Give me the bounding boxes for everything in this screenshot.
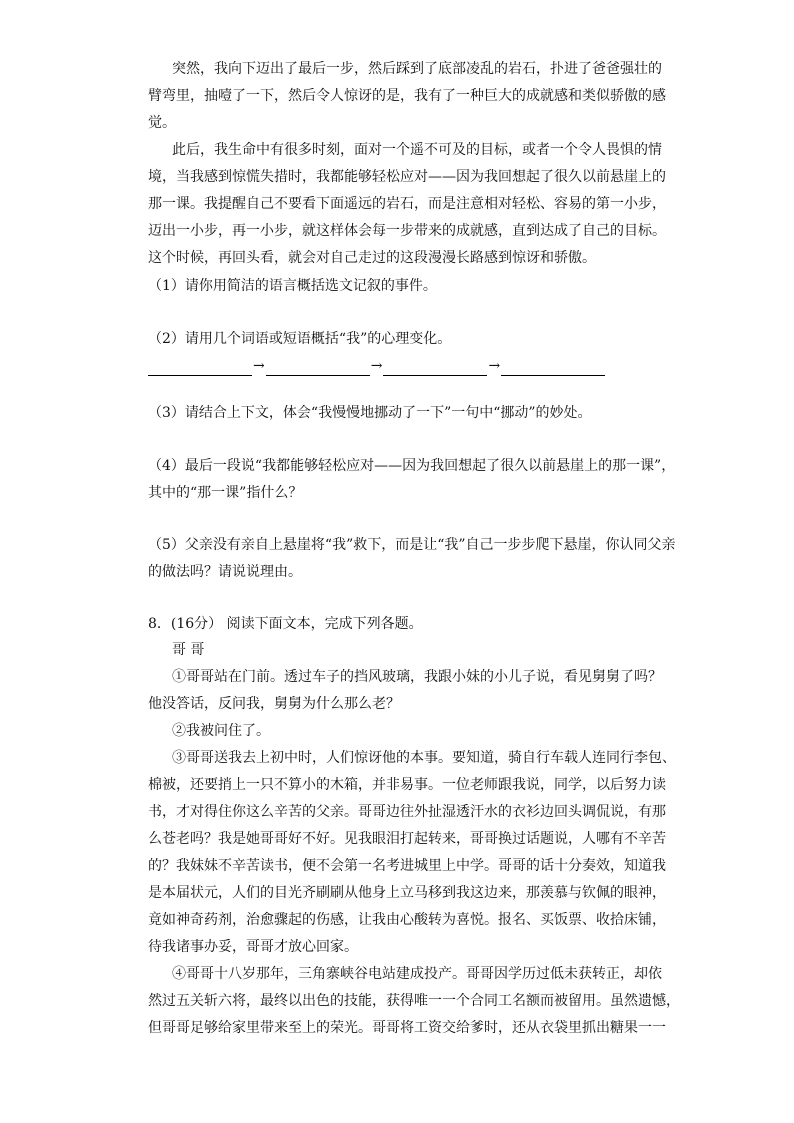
article-line: 书，才对得住你这么辛苦的父亲。哥哥边往外扯湿透汗水的衣衫边回头调侃说，有那 (148, 804, 666, 820)
article-line: 但哥哥足够给家里带来至上的荣光。哥哥将工资交给爹时，还从衣袋里抓出糖果一一 (148, 1020, 666, 1036)
article-line: ②我被问住了。 (172, 723, 270, 739)
answer-blank[interactable] (148, 361, 252, 376)
article-line: 棉被，还要捎上一只不算小的木箱，并非易事。一位老师跟我说，同学，以后努力读 (148, 777, 666, 793)
passage-line: 臂弯里，抽噎了一下，然后令人惊讶的是，我有了一种巨大的成就感和类似骄傲的感 (148, 88, 666, 104)
question-2: （2）请用几个词语或短语概括“我”的心理变化。 (148, 331, 452, 347)
arrow-icon: → (370, 358, 383, 374)
article-line: 的？我妹妹不辛苦读书，便不会第一名考进城里上中学。哥哥的话十分奏效，知道我 (148, 858, 666, 874)
article-line: ④哥哥十八岁那年，三角寨峡谷电站建成投产。哥哥因学历过低未获转正，却依 (172, 966, 662, 982)
question-4-line1: （4）最后一段说“我都能够轻松应对——因为我回想起了很久以前悬崖上的那一课”， (148, 458, 676, 474)
question-5-line2: 的做法吗？请说说理由。 (148, 564, 302, 580)
arrow-icon: → (253, 358, 265, 374)
passage-line: 此后，我生命中有很多时刻，面对一个遥不可及的目标，或者一个令人畏惧的情 (172, 142, 662, 158)
answer-blank[interactable] (383, 361, 487, 376)
passage-line: 突然，我向下迈出了最后一步，然后踩到了底部凌乱的岩石，扑进了爸爸强壮的 (172, 61, 662, 77)
passage-line: 这个时候，再回头看，就会对自己走过的这段漫漫长路感到惊讶和骄傲。 (148, 250, 596, 266)
article-line: 他没答话，反问我，舅舅为什么那么老？ (148, 696, 400, 712)
passage-line: 那一课。我提醒自己不要看下面遥远的岩石，而是注意相对轻松、容易的第一小步， (148, 196, 666, 212)
question-1: （1）请你用简洁的语言概括选文记叙的事件。 (148, 278, 437, 294)
passage-line: 迈出一小步，再一小步，就这样体会每一步带来的成就感，直到达成了自己的目标。 (148, 223, 666, 239)
section-8-heading: 8．(16分） 阅读下面文本，完成下列各题。 (148, 616, 423, 632)
arrow-icon: → (488, 358, 501, 374)
article-line: 待我诸事办妥，哥哥才放心回家。 (148, 939, 358, 955)
passage-line: 境，当我感到惊慌失措时，我都能够轻松应对——因为我回想起了很久以前悬崖上的 (148, 169, 666, 185)
article-title: 哥 哥 (172, 642, 205, 658)
article-line: 竟如神奇药剂，治愈骤起的伤感，让我由心酸转为喜悦。报名、买饭票、收拾床铺， (148, 912, 666, 928)
article-line: 么苍老吗？我是她哥哥好不好。见我眼泪打起转来，哥哥换过话题说，人哪有不辛苦 (148, 831, 666, 847)
answer-blanks-row (148, 356, 605, 376)
question-4-line2: 其中的“那一课”指什么？ (148, 485, 303, 501)
answer-blank[interactable] (266, 361, 370, 376)
article-line: ③哥哥送我去上初中时，人们惊讶他的本事。要知道，骑自行车载人连同行李包、 (172, 750, 676, 766)
answer-blank[interactable] (501, 361, 605, 376)
article-line: 是本届状元，人们的目光齐刷刷从他身上立马移到我这边来，那羡慕与钦佩的眼神， (148, 885, 666, 901)
article-line: ①哥哥站在门前。透过车子的挡风玻璃，我跟小妹的小儿子说，看见舅舅了吗？ (172, 669, 662, 685)
article-line: 然过五关斩六将，最终以出色的技能，获得唯一一个合同工名额而被留用。虽然遗憾， (148, 993, 680, 1009)
question-3: （3）请结合上下文，体会“我慢慢地挪动了一下”一句中“挪动”的妙处。 (148, 405, 592, 421)
passage-line: 觉。 (148, 115, 176, 131)
question-5-line1: （5）父亲没有亲自上悬崖将“我”救下，而是让“我”自己一步步爬下悬崖，你认同父亲 (148, 537, 676, 553)
